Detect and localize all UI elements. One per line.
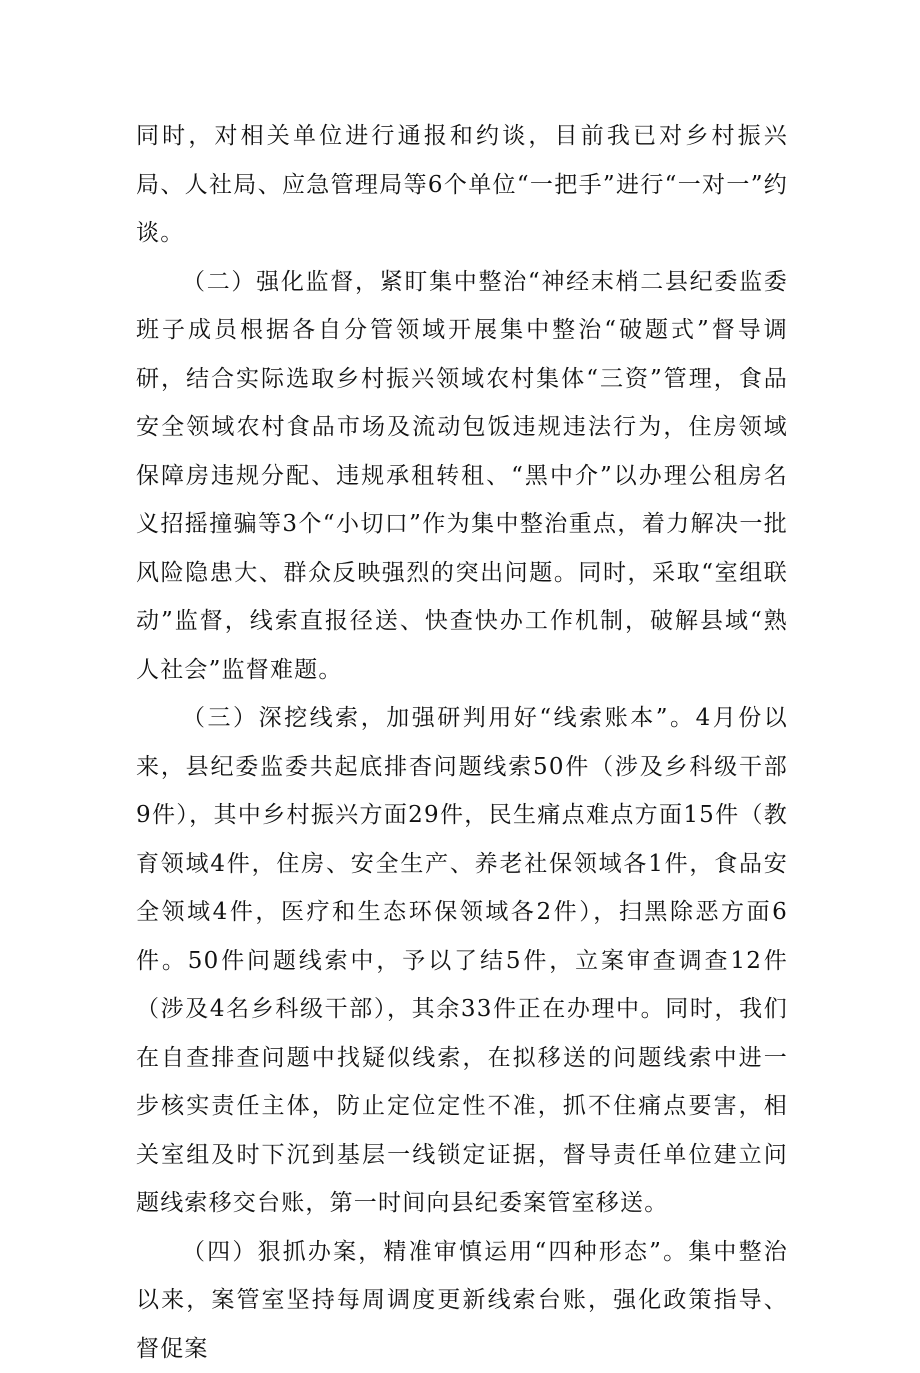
paragraph-3: （三）深挖线索，加强研判用好“线索账本”。4月份以来，县纪委监委共起底排杳问题线索50件（涉及乡科级干部9件），其中乡村振兴方面29件，民生痛点难点方面15件（教育领域4件，住房、安全生产、养老社保领域各1件，食品安全领域4件，医疗和生态环保领域各2件），扫黑除恶方面6件。50件问题线索中，予以了结5件，立案审查调查12件（涉及4名乡科级干部），其余33件正在办理中。同时，我们在自查排查问题中找疑似线索，在拟移送的问题线索中进一步核实责任主体，防止定位定性不准，抓不住痛点要害，相关室组及时下沉到基层一线锁定证据，督导责任单位建立问题线索移交台账，第一时间向县纪委案管室移送。 bbox=[136, 694, 788, 1228]
paragraph-4: （四）狠抓办案，精准审慎运用“四种形态”。集中整治以来，案管室坚持每周调度更新线索台账，强化政策指导、督促案 bbox=[136, 1228, 788, 1373]
paragraph-1: 同时，对相关单位进行通报和约谈，目前我已对乡村振兴局、人社局、应急管理局等6个单位“一把手”进行“一对一”约谈。 bbox=[136, 112, 788, 258]
paragraph-2: （二）强化监督，紧盯集中整治“神经末梢二县纪委监委班子成员根据各自分管领域开展集中整治“破题式”督导调研，结合实际选取乡村振兴领域农村集体“三资”管理，食品安全领域农村食品市场及流动包饭违规违法行为，住房领域保障房违规分配、违规承租转租、“黑中介”以办理公租房名义招摇撞骗等3个“小切口”作为集中整治重点，着力解决一批风险隐患大、群众反映强烈的突出问题。同时，采取“室组联动”监督，线索直报径送、快查快办工作机制，破解县域“熟人社会”监督难题。 bbox=[136, 258, 788, 695]
document-body bbox=[136, 112, 788, 1373]
